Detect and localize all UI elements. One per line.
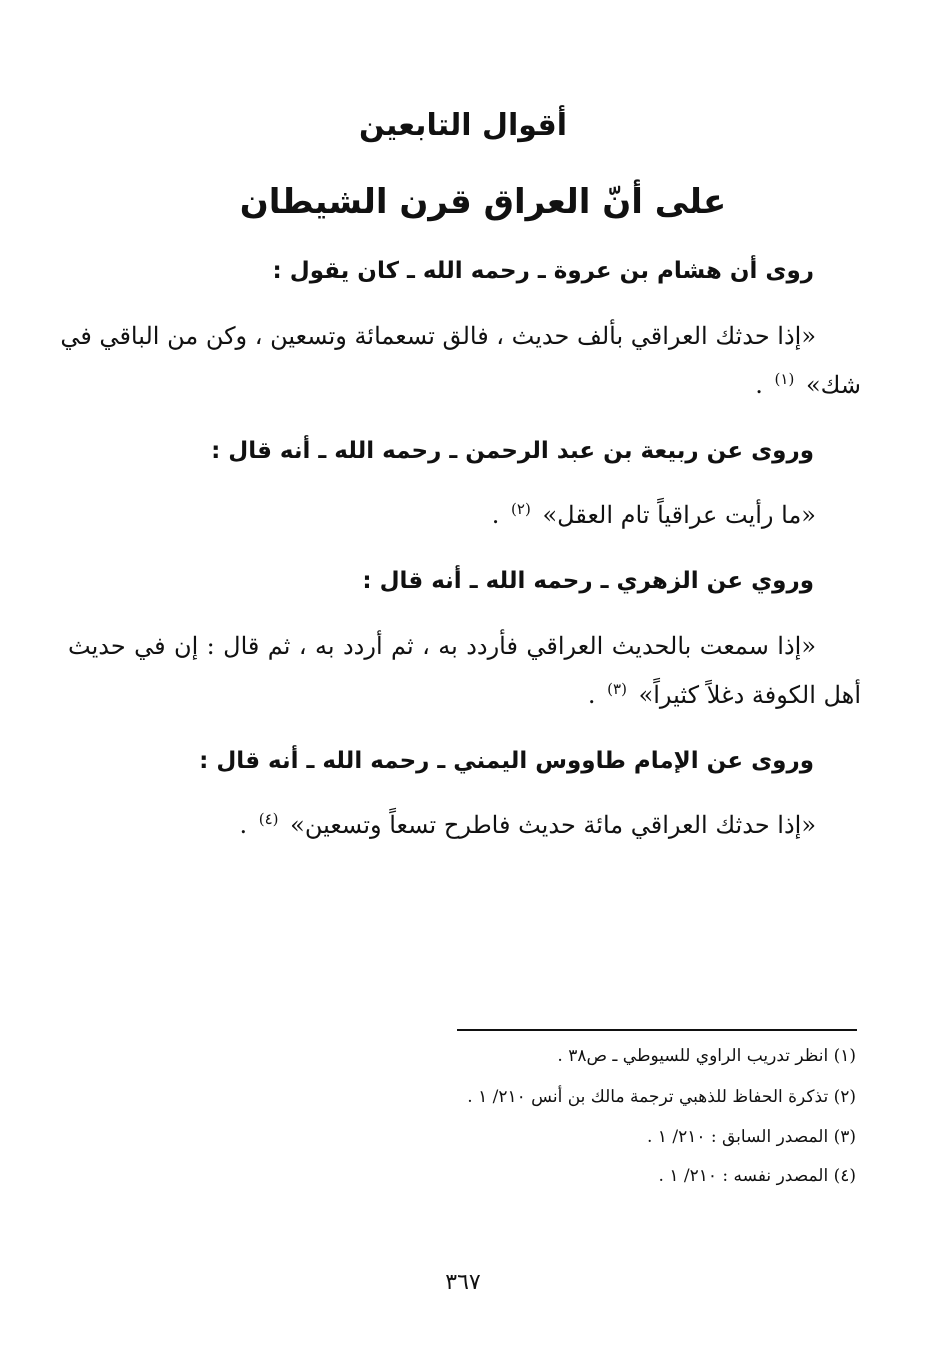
- footnote-ref-3: (٣): [607, 680, 627, 698]
- quote-2-period: .: [491, 501, 500, 529]
- footnote-1: (١) انظر تدريب الراوي للسيوطي ـ ص٣٨ .: [557, 1046, 856, 1066]
- chapter-title: أقوال التابعين: [359, 108, 567, 143]
- narration-intro-2: وروى عن ربيعة بن عبد الرحمن ـ رحمه الله ـ أنه قال :: [211, 438, 814, 464]
- quote-3-text-end: أهل الكوفة دغلاً كثيراً»: [638, 681, 861, 709]
- narration-intro-3: وروي عن الزهري ـ رحمه الله ـ أنه قال :: [362, 568, 814, 594]
- quote-3-period: .: [587, 681, 596, 709]
- quote-3-line-1: «إذا سمعت بالحديث العراقي فأردد به ، ثم أردد به ، ثم قال : إن في حديث: [68, 632, 816, 660]
- quote-2-line-1: [60, 500, 816, 529]
- quote-1-period: .: [755, 371, 763, 399]
- quote-4-line-1: [60, 810, 816, 839]
- footnote-2: (٢) تذكرة الحفاظ للذهبي ترجمة مالك بن أنس ٢١٠/ ١ .: [467, 1087, 856, 1107]
- page-number: ٣٦٧: [445, 1270, 481, 1295]
- narration-intro-4: وروى عن الإمام طاووس اليمني ـ رحمه الله ـ أنه قال :: [199, 748, 814, 774]
- quote-2-text: «ما رأيت عراقياً تام العقل»: [542, 501, 816, 529]
- quote-1-line-1: «إذا حدثك العراقي بألف حديث ، فالق تسعمائة وتسعين ، وكن من الباقي في: [60, 322, 816, 350]
- quote-4-text: «إذا حدثك العراقي مائة حديث فاطرح تسعاً وتسعين»: [290, 811, 816, 839]
- narration-intro-1: روى أن هشام بن عروة ـ رحمه الله ـ كان يقول :: [272, 258, 814, 284]
- quote-1-line-2: [60, 370, 861, 399]
- footnote-ref-4: (٤): [258, 810, 279, 828]
- quote-1-text-end: شك»: [805, 371, 861, 399]
- footnote-divider: [457, 1029, 857, 1031]
- quote-4-period: .: [239, 811, 248, 839]
- footnote-3: (٣) المصدر السابق : ٢١٠/ ١ .: [646, 1127, 856, 1147]
- footnote-ref-2: (٢): [511, 500, 531, 518]
- quote-3-line-2: [60, 680, 861, 709]
- footnote-ref-1: (١): [774, 370, 795, 388]
- chapter-subtitle: على أنّ العراق قرن الشيطان: [239, 182, 727, 222]
- footnote-4: (٤) المصدر نفسه : ٢١٠/ ١ .: [658, 1166, 856, 1186]
